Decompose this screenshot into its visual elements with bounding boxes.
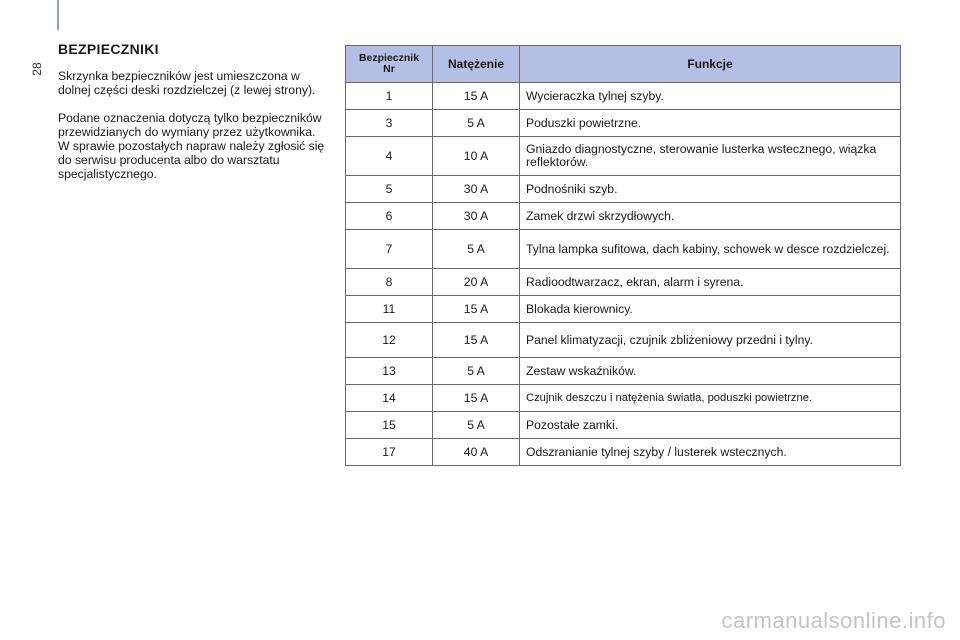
fuse-amperage: 20 A xyxy=(433,269,520,296)
fuse-amperage: 15 A xyxy=(433,83,520,110)
section-heading: BEZPIECZNIKI xyxy=(58,41,159,57)
fuse-function: Zamek drzwi skrzydłowych. xyxy=(520,203,901,230)
fuse-amperage: 30 A xyxy=(433,176,520,203)
table-row xyxy=(346,110,901,137)
fuse-amperage: 10 A xyxy=(433,137,520,176)
fuse-amperage: 5 A xyxy=(433,358,520,385)
note-paragraph: Podane oznaczenia dotyczą tylko bezpieczników przewidzianych do wymiany przez użytkownika. W sprawie pozostałych napraw należy zgłosić się do serwisu producenta albo do warsztatu specjalistycznego. xyxy=(58,111,325,181)
fuse-function: Radioodtwarzacz, ekran, alarm i syrena. xyxy=(520,269,901,296)
fuse-number: 14 xyxy=(346,385,433,412)
table-row xyxy=(346,358,901,385)
header-amperage: Natężenie xyxy=(433,46,520,83)
fuse-function: Pozostałe zamki. xyxy=(520,412,901,439)
fuse-number: 15 xyxy=(346,412,433,439)
table-row xyxy=(346,439,901,466)
fuse-number: 17 xyxy=(346,439,433,466)
fuse-amperage: 5 A xyxy=(433,412,520,439)
fuse-function: Gniazdo diagnostyczne, sterowanie lusterka wstecznego, wiązka reflektorów. xyxy=(520,137,901,176)
table-row xyxy=(346,385,901,412)
fuse-number: 12 xyxy=(346,323,433,358)
fuse-number: 8 xyxy=(346,269,433,296)
fuse-function: Wycieraczka tylnej szyby. xyxy=(520,83,901,110)
fuse-amperage: 15 A xyxy=(433,385,520,412)
fuse-number: 7 xyxy=(346,230,433,269)
table-row xyxy=(346,203,901,230)
fuse-amperage: 40 A xyxy=(433,439,520,466)
fuse-function: Odszranianie tylnej szyby / lusterek wstecznych. xyxy=(520,439,901,466)
fuse-amperage: 5 A xyxy=(433,110,520,137)
fuse-number: 1 xyxy=(346,83,433,110)
table-row xyxy=(346,269,901,296)
fuse-number: 4 xyxy=(346,137,433,176)
table-row xyxy=(346,83,901,110)
fuse-amperage: 5 A xyxy=(433,230,520,269)
watermark: carmanualsonline.info xyxy=(721,608,946,633)
fuse-function: Poduszki powietrzne. xyxy=(520,110,901,137)
fuse-function: Czujnik deszczu i natężenia światła, poduszki powietrzne. xyxy=(520,385,901,412)
table-row xyxy=(346,230,901,269)
table-header-row xyxy=(346,46,901,83)
page-number: 28 xyxy=(30,62,44,76)
fuse-amperage: 15 A xyxy=(433,323,520,358)
header-function: Funkcje xyxy=(520,46,901,83)
table-row xyxy=(346,296,901,323)
fuse-function: Podnośniki szyb. xyxy=(520,176,901,203)
fuse-amperage: 15 A xyxy=(433,296,520,323)
header-fuse-number: Bezpiecznik Nr xyxy=(346,46,433,83)
fuse-number: 3 xyxy=(346,110,433,137)
table-row xyxy=(346,137,901,176)
intro-paragraph: Skrzynka bezpieczników jest umieszczona w dolnej części deski rozdzielczej (z lewej strony). xyxy=(58,69,316,97)
fuse-table xyxy=(345,45,901,466)
fuse-number: 6 xyxy=(346,203,433,230)
fuse-number: 5 xyxy=(346,176,433,203)
fuse-number: 11 xyxy=(346,296,433,323)
fuse-function: Tylna lampka sufitowa, dach kabiny, schowek w desce rozdzielczej. xyxy=(520,230,901,269)
table-row xyxy=(346,412,901,439)
page-edge-line xyxy=(57,0,59,30)
fuse-function: Panel klimatyzacji, czujnik zbliżeniowy przedni i tylny. xyxy=(520,323,901,358)
table-row xyxy=(346,323,901,358)
fuse-function: Zestaw wskaźników. xyxy=(520,358,901,385)
fuse-number: 13 xyxy=(346,358,433,385)
fuse-function: Blokada kierownicy. xyxy=(520,296,901,323)
fuse-amperage: 30 A xyxy=(433,203,520,230)
table-row xyxy=(346,176,901,203)
